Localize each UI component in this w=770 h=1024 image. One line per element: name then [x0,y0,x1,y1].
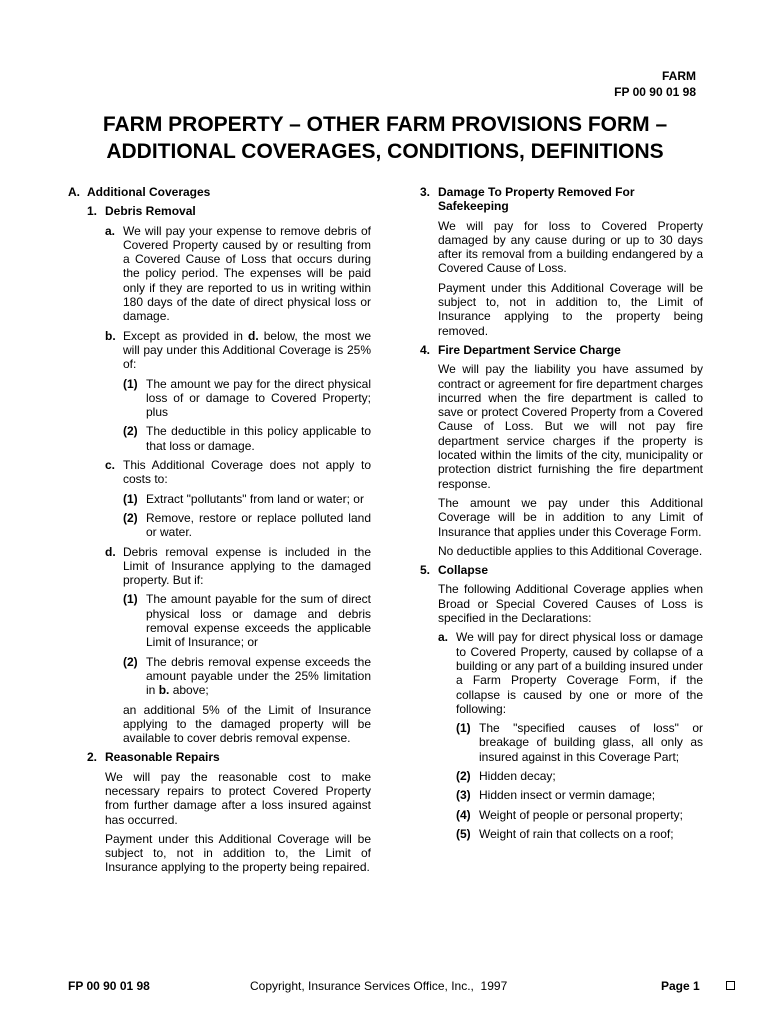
paragraph: We will pay the reasonable cost to make necessary repairs to protect Covered Property from further damage after a loss insured against has occurred. [105,769,371,827]
debris-a [105,224,371,324]
safekeeping-heading [420,185,703,214]
paragraph: We will pay your expense to remove debris of Covered Property caused by or resulting from a Covered Cause of Loss that occurs during the policy period. The expenses will be paid only if they are reported to us in writing within 180 days of the date of direct physical loss or damage. [123,223,371,324]
item-label: (1) [456,721,471,736]
paragraph: Weight of people or personal property; [479,807,683,822]
debris-b-2 [123,424,371,453]
repairs-heading [87,750,371,764]
collapse-heading [420,563,703,577]
footer-copyright: Copyright, Insurance Services Office, Inc., 1997 [250,979,508,993]
header-form-number: FP 00 90 01 98 [614,85,696,99]
collapse-a-1 [456,721,703,764]
item-label: c. [105,458,116,473]
left-column [68,185,371,875]
debris-c-1 [123,492,371,506]
paragraph: Remove, restore or replace polluted land or water. [146,510,371,540]
item-number: 3. [420,185,431,199]
paragraph: Extract "pollutants" from land or water; or [146,491,364,506]
paragraph: The amount we pay under this Additional Coverage will be in addition to any Limit of Insurance that applies under this Coverage Form. [438,495,703,539]
paragraph: The amount payable for the sum of direct physical loss or damage and debris removal expense exceeds the applicable Limit of Insurance; or [146,592,371,650]
item-label: a. [438,630,449,645]
debris-c-2 [123,511,371,540]
paragraph: The "specified causes of loss" or breakage of building glass, all only as insured against in this Coverage Part; [479,721,703,764]
paragraph: Payment under this Additional Coverage will be subject to, not in addition to, the Limit of Insurance applying to the property being repaired. [105,831,371,875]
square-icon [726,981,735,990]
paragraph: We will pay for direct physical loss or damage to Covered Property, caused by collapse of a building or any part of a building insured under a Farm Property Coverage Form, if the collapse is caused by one or more of the following: [456,630,703,716]
item-label: a. [105,223,116,238]
paragraph: Hidden decay; [479,768,556,783]
item-label: (1) [123,491,138,506]
item-heading: Reasonable Repairs [105,750,220,765]
item-label: (2) [123,654,138,669]
item-number: 1. [87,204,98,219]
item-heading: Collapse [438,563,489,578]
item-number: 4. [420,342,431,357]
collapse-a-4 [456,808,703,822]
item-heading: Debris Removal [105,204,196,219]
collapse-a [438,630,703,716]
collapse-a-3 [456,788,703,802]
section-title: Additional Coverages [87,185,211,199]
footer-page-number: Page 1 [661,979,700,993]
item-label: (1) [123,376,138,391]
debris-d [105,545,371,588]
paragraph: The amount we pay for the direct physical loss of or damage to Covered Property; plus [146,376,371,420]
paragraph: The debris removal expense exceeds the amount payable under the 25% limitation in b. above; [146,654,371,698]
collapse-a-5 [456,827,703,841]
item-label: (3) [456,788,471,803]
item-label: (2) [123,510,138,525]
page-title [0,111,770,165]
item-number: 5. [420,563,431,578]
paragraph: The following Additional Coverage applies when Broad or Special Covered Causes of Loss is specified in the Declarations: [438,582,703,626]
item-number: 2. [87,750,98,765]
item-heading: Damage To Property Removed For Safekeeping [438,185,635,214]
item-label: (2) [456,768,471,783]
paragraph: The deductible in this policy applicable to that loss or damage. [146,424,371,453]
item-label: (5) [456,826,471,841]
debris-b-1 [123,377,371,420]
paragraph: Except as provided in d. below, the most we will pay under this Additional Coverage is 25% of: [123,328,371,372]
item-label: (4) [456,807,471,822]
header-line-of-business: FARM [662,69,696,83]
paragraph: Payment under this Additional Coverage will be subject to, not in addition to, the Limit of Insurance applying to the property being removed. [438,280,703,338]
footer-form-number: FP 00 90 01 98 [68,979,150,993]
item-label: b. [105,328,116,343]
debris-d-tail: an additional 5% of the Limit of Insurance applying to the damaged property will be available to cover debris removal expense. [123,702,371,746]
debris-b [105,329,371,372]
debris-d-1 [123,592,371,649]
title-line-1: FARM PROPERTY – OTHER FARM PROVISIONS FORM – [102,113,668,136]
debris-d-2 [123,655,371,698]
collapse-a-2 [456,769,703,783]
debris-heading [87,204,371,218]
item-heading: Fire Department Service Charge [438,342,621,357]
section-a-heading [68,185,371,199]
right-column [420,185,703,841]
item-label: d. [105,544,116,559]
item-label: (1) [123,592,138,607]
section-label: A. [68,185,80,199]
paragraph: We will pay the liability you have assumed by contract or agreement for fire department charges incurred when the fire department is called to save or protect Covered Property from a Covered Cause of Loss. But we will not pay fire department service charges if the property is located within the limits of the city, municipality or protection district furnishing the fire department response. [438,362,703,491]
paragraph: Weight of rain that collects on a roof; [479,826,674,841]
paragraph: We will pay for loss to Covered Property damaged by any cause during or up to 30 days after its removal from a building endangered by a Covered Cause of Loss. [438,218,703,276]
fire-heading [420,343,703,357]
title-line-2: ADDITIONAL COVERAGES, CONDITIONS, DEFINITIONS [106,140,664,163]
paragraph: No deductible applies to this Additional Coverage. [438,543,703,558]
paragraph: This Additional Coverage does not apply to costs to: [123,458,371,487]
form-header [614,68,696,100]
paragraph: Debris removal expense is included in the Limit of Insurance applying to the damaged property. But if: [123,544,371,588]
debris-c [105,458,371,487]
paragraph: Hidden insect or vermin damage; [479,788,656,803]
item-label: (2) [123,424,138,439]
